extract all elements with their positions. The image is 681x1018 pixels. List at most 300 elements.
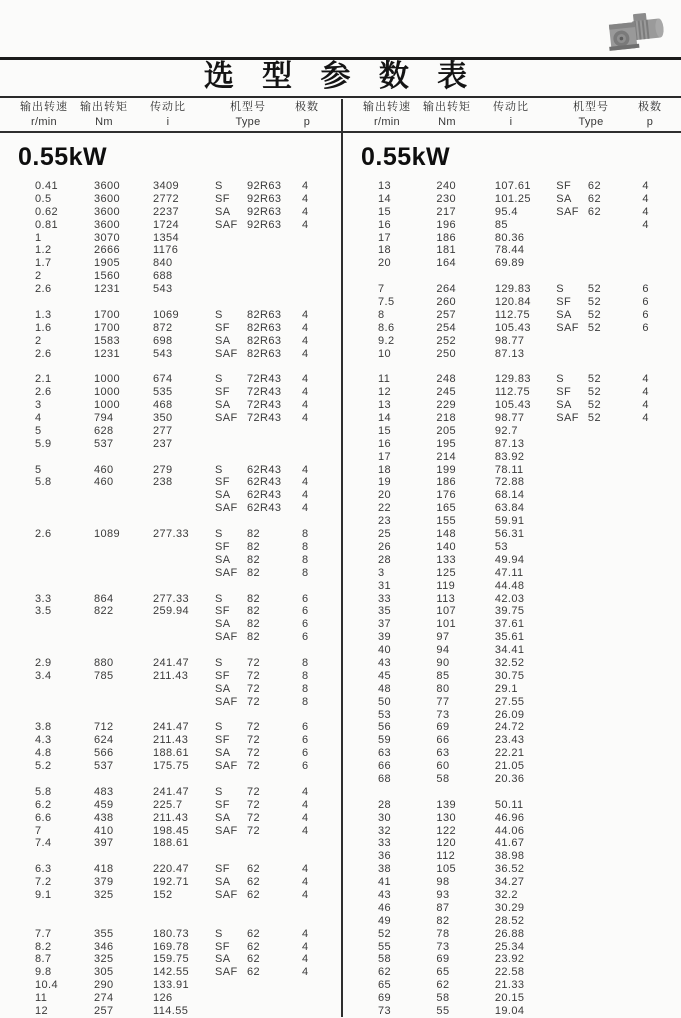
table-row: [0, 863, 341, 876]
cell-type-size: [588, 618, 642, 631]
cell-type-prefix: SA: [215, 682, 231, 695]
cell-type-prefix: SAF: [556, 205, 579, 218]
cell-speed: 11: [35, 992, 48, 1005]
cell-poles: [642, 747, 681, 760]
cell-poles: [642, 335, 681, 348]
cell-type-size: [588, 825, 642, 838]
cell-poles: 6: [642, 308, 649, 321]
cell-type-size: 72R43: [247, 399, 282, 412]
cell-speed: 28: [378, 798, 392, 811]
header-ratio: 传动比 i: [493, 101, 529, 128]
cell-speed: 50: [378, 695, 392, 708]
cell-torque: 122: [436, 824, 456, 837]
cell-ratio: 2772: [153, 192, 180, 205]
cell-ratio: 101.25: [494, 192, 531, 205]
cell-torque: 101: [436, 618, 456, 631]
table-group: [0, 464, 341, 516]
cell-poles: 4: [302, 205, 309, 218]
cell-speed: 37: [378, 618, 392, 631]
cell-ratio: 38.98: [494, 850, 525, 863]
cell-ratio: 129.83: [494, 373, 531, 386]
table-row: [343, 554, 681, 567]
cell-torque: 55: [436, 1005, 450, 1017]
cell-type-prefix: SF: [556, 296, 572, 309]
table-row: [343, 953, 681, 966]
cell-poles: 6: [302, 721, 309, 734]
cell-poles: 4: [302, 876, 309, 889]
cell-type-prefix: SF: [215, 863, 230, 876]
cell-type-prefix: [215, 232, 247, 245]
table-row: [0, 348, 341, 361]
cell-poles: 4: [302, 218, 309, 231]
cell-speed: 73: [378, 1005, 392, 1017]
cell-type-prefix: SAF: [215, 502, 238, 515]
cell-ratio: 211.43: [153, 734, 189, 747]
cell-type-prefix: SAF: [215, 566, 238, 579]
cell-speed: 14: [378, 412, 392, 425]
cell-type-prefix: SA: [215, 747, 231, 760]
cell-speed: 12: [378, 386, 392, 399]
cell-poles: 4: [642, 218, 649, 231]
cell-poles: 4: [302, 399, 309, 412]
table-row: [0, 979, 341, 992]
cell-poles: 4: [302, 888, 309, 901]
cell-torque: 1089: [94, 528, 121, 541]
cell-speed: 35: [378, 605, 392, 618]
cell-type-size: [588, 593, 642, 606]
cell-torque: 260: [436, 296, 456, 309]
cell-type-size: [247, 1005, 302, 1018]
cell-type-prefix: [215, 270, 247, 283]
cell-ratio: 78.11: [494, 463, 524, 476]
cell-torque: [94, 683, 153, 696]
cell-type-size: 92R63: [247, 218, 282, 231]
cell-type-prefix: [556, 257, 588, 270]
cell-speed: 6.2: [35, 798, 52, 811]
cell-torque: [94, 554, 153, 567]
cell-type-size: 72: [247, 760, 261, 773]
cell-type-prefix: [556, 876, 588, 889]
table-row: [343, 528, 681, 541]
cell-type-size: [588, 528, 642, 541]
table-row: [343, 799, 681, 812]
cell-torque: 537: [94, 760, 114, 773]
cell-type-size: 92R63: [247, 205, 282, 218]
cell-type-size: [588, 657, 642, 670]
cell-poles: [302, 257, 341, 270]
cell-poles: [302, 283, 341, 296]
cell-speed: 0.81: [35, 218, 59, 231]
table-group: [0, 528, 341, 580]
table-row: [343, 451, 681, 464]
cell-poles: 8: [302, 566, 309, 579]
table-group: [0, 373, 341, 450]
table-row: [0, 734, 341, 747]
cell-speed: 5: [35, 424, 42, 437]
cell-type-size: [588, 902, 642, 915]
cell-type-size: [588, 335, 642, 348]
cell-torque: 217: [436, 205, 456, 218]
cell-type-prefix: [556, 837, 588, 850]
power-heading-left: 0.55kW: [18, 143, 108, 171]
table-row: [0, 825, 341, 838]
cell-speed: [35, 554, 94, 567]
cell-type-size: 52: [587, 321, 601, 334]
cell-poles: [642, 541, 681, 554]
cell-type-size: [588, 837, 642, 850]
table-row: [343, 232, 681, 245]
cell-type-prefix: SAF: [215, 218, 238, 231]
cell-torque: 119: [436, 579, 456, 592]
cell-type-prefix: [556, 734, 588, 747]
cell-ratio: 543: [153, 347, 173, 360]
header-model-type: 机型号 Type: [230, 101, 266, 128]
table-row: [343, 979, 681, 992]
cell-type-size: [588, 799, 642, 812]
cell-type-prefix: SAF: [215, 760, 238, 773]
cell-type-size: 62: [247, 863, 261, 876]
cell-speed: 68: [378, 772, 392, 785]
cell-ratio: 78.44: [494, 244, 525, 257]
cell-poles: [642, 476, 681, 489]
cell-torque: 120: [436, 837, 456, 850]
table-row: [0, 721, 341, 734]
cell-type-prefix: [556, 451, 588, 464]
cell-ratio: [153, 541, 215, 554]
cell-torque: 1000: [94, 399, 121, 412]
cell-speed: 3.8: [35, 721, 52, 734]
cell-ratio: 238: [153, 476, 173, 489]
cell-type-prefix: SA: [215, 553, 231, 566]
cell-torque: 148: [436, 528, 456, 541]
cell-poles: 4: [302, 386, 309, 399]
cell-poles: [642, 966, 681, 979]
cell-type-size: [247, 232, 302, 245]
cell-torque: 105: [436, 863, 456, 876]
cell-speed: 3.3: [35, 592, 52, 605]
cell-torque: 80: [436, 682, 450, 695]
cell-torque: 195: [436, 437, 456, 450]
cell-poles: [642, 631, 681, 644]
cell-torque: 133: [436, 553, 456, 566]
cell-type-size: 82R63: [247, 321, 282, 334]
cell-ratio: 87.13: [494, 347, 525, 360]
cell-poles: 4: [302, 489, 309, 502]
cell-ratio: 20.36: [494, 772, 525, 785]
cell-speed: 0.5: [35, 192, 52, 205]
table-group: [0, 721, 341, 773]
cell-speed: 15: [378, 205, 392, 218]
cell-ratio: 80.36: [494, 231, 525, 244]
cell-torque: 65: [436, 966, 450, 979]
cell-ratio: [153, 567, 215, 580]
cell-torque: 712: [94, 721, 114, 734]
cell-speed: [35, 696, 94, 709]
cell-speed: 6.3: [35, 863, 52, 876]
cell-poles: 4: [302, 927, 309, 940]
cell-type-size: [588, 709, 642, 722]
cell-ratio: 23.92: [494, 953, 525, 966]
cell-torque: 107: [436, 605, 456, 618]
table-row: [343, 825, 681, 838]
cell-poles: 4: [642, 180, 649, 192]
cell-ratio: 53: [494, 540, 508, 553]
header-output-speed: 输出转速 r/min: [363, 101, 411, 128]
cell-poles: 4: [642, 192, 649, 205]
cell-ratio: 107.61: [494, 180, 531, 192]
cell-type-prefix: SF: [215, 734, 230, 747]
table-row: [343, 773, 681, 786]
cell-speed: [35, 541, 94, 554]
cell-speed: 23: [378, 515, 392, 528]
cell-torque: 214: [436, 450, 456, 463]
cell-ratio: 22.58: [494, 966, 525, 979]
cell-torque: 410: [94, 824, 114, 837]
cell-type-prefix: S: [215, 373, 223, 386]
table-row: [0, 593, 341, 606]
cell-speed: 39: [378, 631, 392, 644]
table-row: [343, 438, 681, 451]
cell-type-prefix: SA: [215, 618, 231, 631]
table-row: [343, 670, 681, 683]
cell-type-prefix: S: [215, 927, 223, 940]
cell-ratio: 1724: [153, 218, 180, 231]
cell-type-prefix: SF: [215, 321, 230, 334]
cell-type-size: [588, 567, 642, 580]
cell-poles: 4: [302, 798, 309, 811]
cell-speed: 28: [378, 553, 392, 566]
cell-poles: [642, 657, 681, 670]
cell-speed: 40: [378, 644, 392, 657]
table-row: [0, 180, 341, 193]
table-row: [0, 232, 341, 245]
cell-speed: 3: [378, 566, 385, 579]
table-row: [343, 296, 681, 309]
cell-speed: 48: [378, 682, 392, 695]
table-row: [0, 373, 341, 386]
cell-poles: 8: [302, 669, 309, 682]
cell-poles: [302, 1005, 341, 1018]
cell-torque: 628: [94, 424, 114, 437]
cell-type-prefix: SAF: [215, 412, 238, 425]
table-row: [343, 180, 681, 193]
cell-ratio: 87.13: [494, 437, 525, 450]
cell-type-prefix: [556, 502, 588, 515]
cell-torque: 58: [436, 772, 450, 785]
cell-speed: 18: [378, 244, 392, 257]
cell-ratio: 211.43: [153, 669, 189, 682]
cell-ratio: 34.27: [494, 876, 525, 889]
cell-type-prefix: [556, 928, 588, 941]
cell-torque: 186: [436, 231, 456, 244]
table-row: [0, 399, 341, 412]
cell-torque: 85: [436, 669, 450, 682]
cell-speed: 32: [378, 824, 392, 837]
cell-poles: 4: [302, 373, 309, 386]
cell-type-prefix: [215, 244, 247, 257]
cell-type-prefix: [556, 799, 588, 812]
cell-torque: 325: [94, 888, 114, 901]
cell-torque: 82: [436, 914, 450, 927]
cell-type-size: 82: [247, 528, 261, 541]
cell-type-size: [588, 451, 642, 464]
cell-poles: 6: [642, 296, 649, 309]
table-row: [343, 889, 681, 902]
cell-poles: [642, 683, 681, 696]
cell-poles: 6: [302, 592, 309, 605]
cell-type-prefix: SA: [215, 399, 231, 412]
cell-poles: [642, 889, 681, 902]
table-row: [0, 992, 341, 1005]
table-row: [0, 528, 341, 541]
cell-type-size: 62: [247, 927, 261, 940]
cell-speed: 2.6: [35, 347, 52, 360]
cell-ratio: 688: [153, 270, 173, 283]
cell-ratio: 279: [153, 463, 173, 476]
gearmotor-photo: [602, 8, 670, 56]
cell-type-prefix: [556, 709, 588, 722]
cell-speed: 3.5: [35, 605, 52, 618]
cell-ratio: 56.31: [494, 528, 525, 541]
cell-ratio: 20.15: [494, 992, 525, 1005]
cell-type-size: [588, 734, 642, 747]
cell-type-size: [588, 876, 642, 889]
cell-type-prefix: SA: [556, 399, 572, 412]
cell-type-prefix: SAF: [215, 695, 238, 708]
cell-ratio: 674: [153, 373, 173, 386]
cell-speed: 15: [378, 424, 392, 437]
cell-ratio: 27.55: [494, 695, 525, 708]
table-row: [343, 876, 681, 889]
cell-torque: 1583: [94, 334, 121, 347]
cell-torque: 3600: [94, 192, 121, 205]
cell-ratio: 36.52: [494, 863, 525, 876]
table-row: [343, 850, 681, 863]
cell-type-prefix: [556, 554, 588, 567]
cell-type-size: 62R43: [247, 463, 282, 476]
cell-speed: 3: [35, 399, 42, 412]
cell-ratio: 1354: [153, 231, 180, 244]
cell-type-prefix: SA: [556, 192, 572, 205]
cell-torque: 112: [436, 850, 456, 863]
table-row: [0, 464, 341, 477]
cell-ratio: 142.55: [153, 966, 190, 979]
cell-speed: 9.8: [35, 966, 52, 979]
table-row: [0, 760, 341, 773]
cell-type-size: 52: [587, 283, 601, 296]
cell-type-prefix: SF: [215, 476, 230, 489]
cell-type-size: [588, 863, 642, 876]
cell-ratio: 105.43: [494, 321, 531, 334]
cell-torque: 438: [94, 811, 114, 824]
cell-ratio: 21.33: [494, 979, 525, 992]
cell-type-size: [247, 992, 302, 1005]
cell-type-prefix: [556, 631, 588, 644]
cell-poles: 8: [302, 656, 309, 669]
cell-speed: 13: [378, 399, 392, 412]
table-row: [343, 489, 681, 502]
cell-type-size: [588, 683, 642, 696]
cell-poles: [642, 451, 681, 464]
cell-type-size: [588, 953, 642, 966]
cell-ratio: 175.75: [153, 760, 190, 773]
cell-ratio: 26.09: [494, 708, 525, 721]
cell-type-size: [588, 941, 642, 954]
cell-poles: [642, 915, 681, 928]
cell-type-prefix: SAF: [556, 412, 579, 425]
table-row: [343, 734, 681, 747]
cell-type-prefix: [556, 966, 588, 979]
cell-speed: 17: [378, 231, 392, 244]
table-row: [343, 399, 681, 412]
cell-type-size: [588, 244, 642, 257]
cell-type-prefix: S: [215, 785, 223, 798]
cell-poles: [642, 348, 681, 361]
cell-type-prefix: [215, 438, 247, 451]
cell-speed: [35, 618, 94, 631]
cell-ratio: 50.11: [494, 798, 524, 811]
cell-speed: 33: [378, 837, 392, 850]
table-row: [0, 476, 341, 489]
cell-ratio: [153, 618, 215, 631]
table-row: [343, 1005, 681, 1018]
cell-torque: 1000: [94, 386, 121, 399]
table-row: [343, 966, 681, 979]
cell-poles: [642, 244, 681, 257]
cell-type-size: 62R43: [247, 476, 282, 489]
cell-torque: 794: [94, 412, 114, 425]
cell-type-prefix: SAF: [215, 824, 238, 837]
cell-type-prefix: [556, 348, 588, 361]
cell-ratio: 543: [153, 283, 173, 296]
table-row: [0, 270, 341, 283]
cell-poles: 8: [302, 553, 309, 566]
cell-torque: 1700: [94, 321, 121, 334]
cell-type-size: 92R63: [247, 180, 282, 192]
cell-type-prefix: [556, 747, 588, 760]
cell-torque: 230: [436, 192, 456, 205]
cell-speed: 7: [378, 283, 385, 296]
cell-torque: 218: [436, 412, 456, 425]
cell-type-size: [588, 476, 642, 489]
table-group: [0, 786, 341, 850]
cell-type-size: [247, 283, 302, 296]
cell-poles: 4: [302, 863, 309, 876]
cell-ratio: 840: [153, 257, 173, 270]
table-row: [343, 206, 681, 219]
table-row: [343, 709, 681, 722]
cell-torque: 77: [436, 695, 450, 708]
cell-speed: 22: [378, 502, 392, 515]
cell-poles: [642, 709, 681, 722]
cell-ratio: 133.91: [153, 979, 190, 992]
cell-torque: 140: [436, 540, 456, 553]
cell-poles: [642, 618, 681, 631]
cell-ratio: 188.61: [153, 837, 190, 850]
cell-type-size: [588, 979, 642, 992]
power-heading-right: 0.55kW: [361, 143, 451, 171]
cell-type-prefix: [556, 941, 588, 954]
cell-type-size: [588, 580, 642, 593]
cell-ratio: 32.2: [494, 888, 518, 901]
cell-type-size: 72: [247, 785, 261, 798]
cell-type-prefix: SA: [215, 876, 231, 889]
cell-ratio: 35.61: [494, 631, 525, 644]
table-row: [0, 1005, 341, 1018]
cell-type-size: [588, 915, 642, 928]
cell-torque: 94: [436, 644, 450, 657]
cell-type-prefix: [556, 580, 588, 593]
